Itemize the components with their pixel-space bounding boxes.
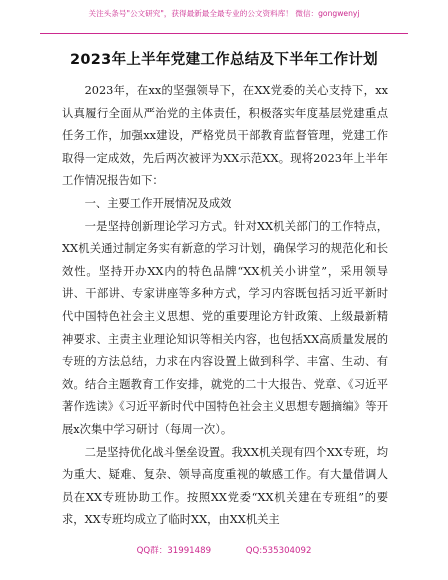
section-heading: 一、主要工作开展情况及成效 [84, 196, 232, 210]
body-paragraph: 一是坚持创新理论学习方式。针对XX机关部门的工作特点，XX机关通过制定务实有新意的学习计划，确保学习的规范化和长效性。坚持开办XX内的特色品牌“XX机关小讲堂”，采用领导讲、干部讲、专家讲座等多种方式，学习内容既包括习近平新时代中国特色社会主义思想、党的重要理论方针政策、上级最新精神要求、主责主业理论知识等相关内容，也包括XX高质量发展的专班的方法总结，力求在内容设置上做到科学、丰富、生动、有效。结合主题教育工作安排，就党的二十大报告、党章、《习近平著作选读》《习近平新时代中国特色社会主义思想专题摘编》等开展x次集中学习研讨（每周一次）。 [62, 219, 388, 436]
document-body [62, 80, 388, 532]
body-paragraph: 二是坚持优化战斗堡垒设置。我XX机关现有四个XX专班，均为重大、疑难、复杂、领导高度重视的敏感工作。有大量借调人员在XX专班协助工作。按照XX党委“XX机关建在专班组”的要求，XX专班均成立了临时XX，由XX机关主 [62, 445, 388, 527]
footer-qq-group: QQ群：31991489 [136, 546, 212, 556]
document-title: 2023年上半年党建工作总结及下半年工作计划 [70, 52, 378, 68]
intro-paragraph: 2023年，在xx的坚强领导下，在XX党委的关心支持下，xx认真履行全面从严治党的主体责任，积极落实年度基层党建重点任务工作，加强xx建设，严格党员干部教育监督管理，党建工作取得一定成效，先后两次被评为XX示范XX。现将2023年上半年工作情况报告如下： [62, 84, 388, 188]
header-banner: 关注头条号"公文研究"，获得最新最全最专业的公文资料库！ 微信：gongwenyj [40, 6, 408, 34]
footer-qq: QQ:535304092 [245, 546, 312, 556]
footer-contact [0, 544, 448, 556]
